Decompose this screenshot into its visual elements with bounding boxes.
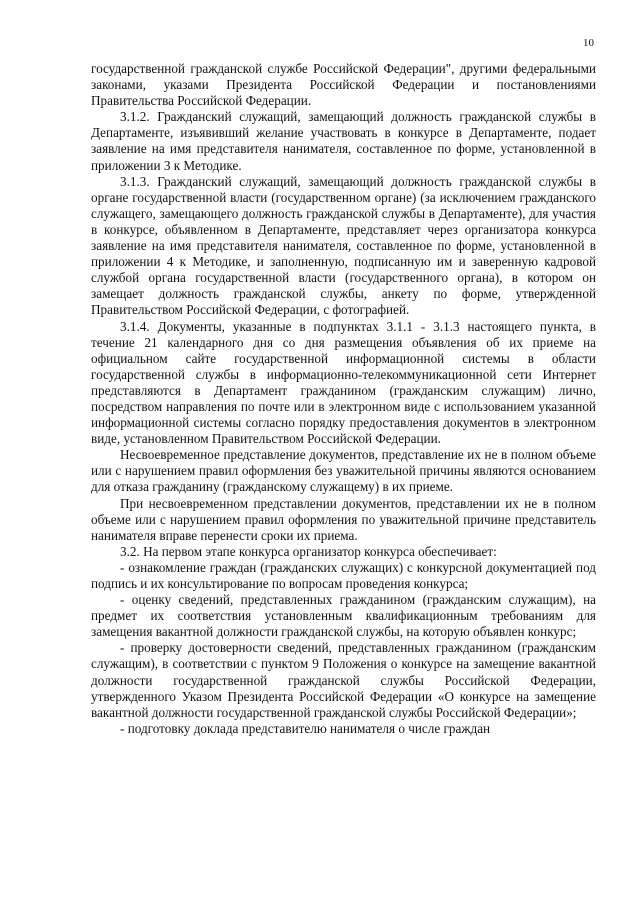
list-item-report: - подготовку доклада представителю нанимателя о числе граждан bbox=[120, 720, 491, 736]
list-item-verification: - проверку достоверности сведений, представленных гражданином (гражданским служащим), в соответствии с пунктом 9 Положения о конкурсе на замещение вакантной должности государственной гражданской службы Российской Федерации, утвержденного Указом Президента Российской Федерации «О конкурсе на замещение вакантной должности государственной гражданской службы Российской Федерации»; bbox=[91, 640, 596, 720]
paragraph-3-2: 3.2. На первом этапе конкурса организатор конкурса обеспечивает: bbox=[120, 543, 497, 559]
paragraph-3-1-3: 3.1.3. Гражданский служащий, замещающий должность гражданской службы в органе государственной власти (государственном органе) (за исключением гражданского служащего, замещающего должность гражданской службы в Департаменте), для участия в конкурсе, объявленном в Департаменте, представляет через организатора конкурса заявление на имя представителя нанимателя, составленное по форме, установленной в приложении 4 к Методике, и заполненную, подписанную им и заверенную кадровой службой органа государственной власти (государственного органа), в котором он замещает должность гражданской службы, анкету по форме, утвержденной Правительством Российской Федерации, с фотографией. bbox=[91, 173, 596, 318]
paragraph-late-submission: Несвоевременное представление документов, представление их не в полном объеме или с нарушением правил оформления без уважительной причины являются основанием для отказа гражданину (гражданскому служащему) в их приеме. bbox=[91, 447, 596, 495]
document-body bbox=[91, 61, 596, 737]
list-item-assessment: - оценку сведений, представленных гражданином (гражданским служащим), на предмет их соответствия установленным квалификационным требованиям для замещения вакантной должности гражданской службы, на которую объявлен конкурс; bbox=[91, 592, 596, 640]
paragraph-3-1-2: 3.1.2. Гражданский служащий, замещающий должность гражданской службы в Департаменте, изъявивший желание участвовать в конкурсе в Департаменте, подает заявление на имя представителя нанимателя, составленное по форме, установленной в приложении 3 к Методике. bbox=[91, 109, 596, 173]
page-number: 10 bbox=[583, 37, 594, 49]
paragraph-continuation: государственной гражданской службе Российской Федерации", другими федеральными законами, указами Президента Российской Федерации и постановлениями Правительства Российской Федерации. bbox=[91, 61, 596, 109]
paragraph-valid-reason: При несвоевременном представлении документов, представлении их не в полном объеме или с нарушением правил оформления по уважительной причине представитель нанимателя вправе перенести сроки их приема. bbox=[91, 495, 596, 543]
paragraph-3-1-4: 3.1.4. Документы, указанные в подпунктах 3.1.1 - 3.1.3 настоящего пункта, в течение 21 календарного дня со дня размещения объявления об их приеме на официальном сайте государственной информационной системы в области государственной службы в информационно-телекоммуникационной сети Интернет представляются в Департамент гражданином (гражданским служащим) лично, посредством направления по почте или в электронном виде с использованием указанной информационной системы согласно порядку предоставления документов в электронном виде, установленном Правительством Российской Федерации. bbox=[91, 318, 596, 447]
list-item-familiarization: - ознакомление граждан (гражданских служащих) с конкурсной документацией под подпись и их консультирование по вопросам проведения конкурса; bbox=[91, 559, 596, 591]
